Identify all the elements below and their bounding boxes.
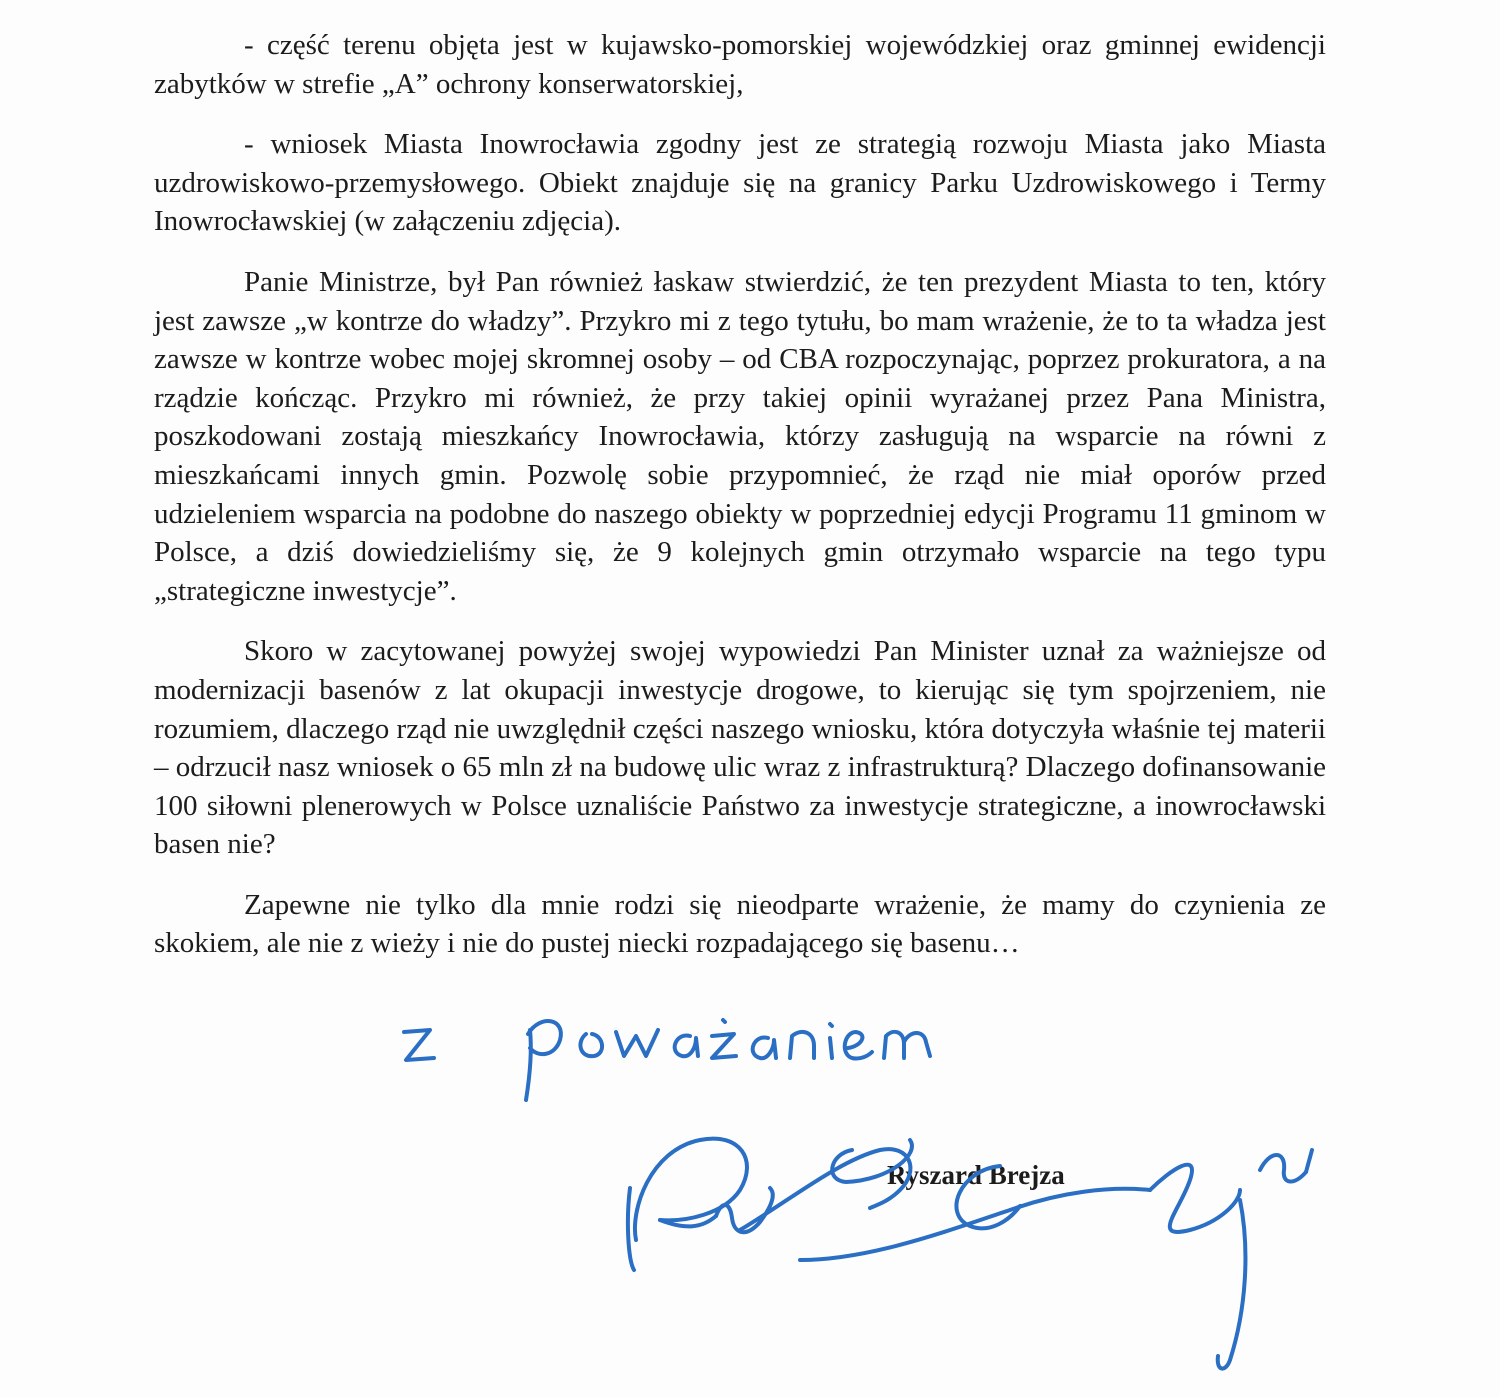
handwritten-closing (390, 1000, 970, 1110)
paragraph-conclusion: Zapewne nie tylko dla mnie rodzi się nieodparte wrażenie, że mamy do czynienia ze skokiem, ale nie z wieży i nie do pustej niecki rozpadającego się basenu… (154, 888, 1326, 960)
letter-body (154, 26, 1326, 985)
handwritten-signature (590, 1110, 1350, 1390)
paragraph-city-strategy: - wniosek Miasta Inowrocławia zgodny jest ze strategią rozwoju Miasta jako Miasta uzdrowiskowo-przemysłowego. Obiekt znajduje się na granicy Parku Uzdrowiskowego i Termy Inowrocławskiej (w załączeniu zdjęcia). (154, 128, 1326, 238)
signer-name: Ryszard Brejza (887, 1160, 1065, 1190)
paragraph-road-investments: Skoro w zacytowanej powyżej swojej wypowiedzi Pan Minister uznał za ważniejsze od modernizacji basenów z lat okupacji inwestycje drogowe, to kierując się tym spojrzeniem, nie rozumiem, dlaczego rząd nie uwzględnił części naszego wniosku, która dotyczyła właśnie tej materii – odrzucił nasz wniosek o 65 mln zł na budowę ulic wraz z infrastrukturą? Dlaczego dofinansowanie 100 siłowni plenerowych w Polsce uznaliście Państwo za inwestycje strategiczne, a inowrocławski basen nie? (154, 635, 1326, 861)
paragraph-minister-opinion: Panie Ministrze, był Pan również łaskaw stwierdzić, że ten prezydent Miasta to ten, który jest zawsze „w kontrze do władzy”. Przykro mi z tego tytułu, bo mam wrażenie, że to ta władza jest zawsze w kontrze wobec mojej skromnej osoby – od CBA rozpoczynając, poprzez prokuratora, a na rządzie kończąc. Przykro mi również, że przy takiej opinii wyrażanej przez Pana Ministra, poszkodowani zostają mieszkańcy Inowrocławia, którzy zasługują na wsparcie na równi z mieszkańcami innych gmin. Pozwolę sobie przypomnieć, że rząd nie miał oporów przed udzieleniem wsparcia na podobne do naszego obiekty w poprzedniej edycji Programu 11 gminom w Polsce, a dziś dowiedzieliśmy się, że 9 kolejnych gmin otrzymało wsparcie na tego typu „strategiczne inwestycje”. (154, 265, 1326, 607)
paragraph-heritage-zone: - część terenu objęta jest w kujawsko-pomorskiej wojewódzkiej oraz gminnej ewidencji zabytków w strefie „A” ochrony konserwatorskiej, (154, 29, 1326, 100)
